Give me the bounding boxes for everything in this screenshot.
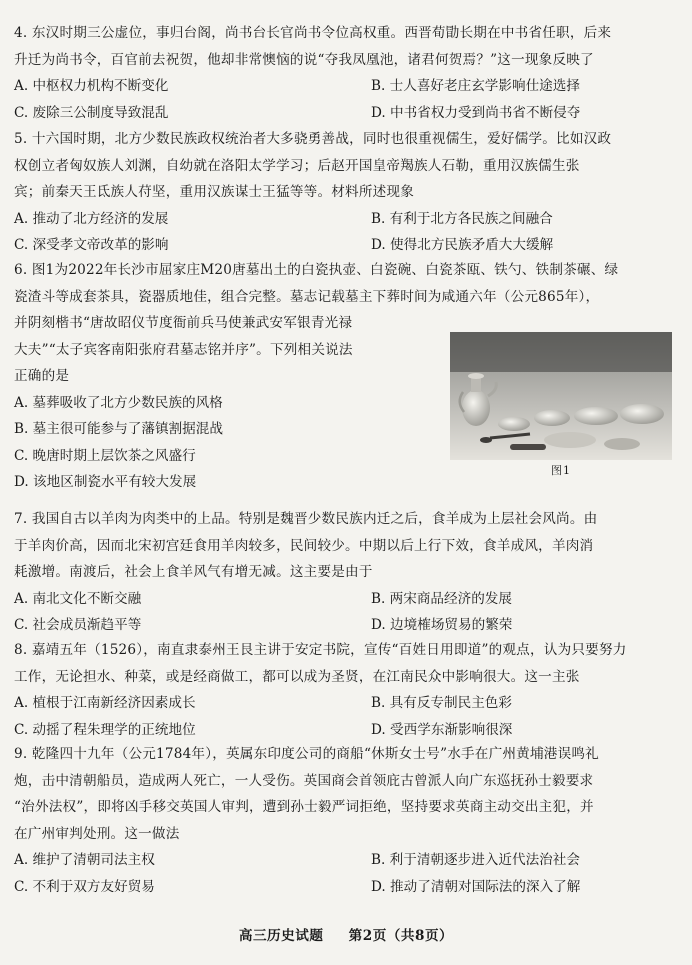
- options: [14, 73, 678, 126]
- option-d: D. 使得北方民族矛盾大大缓解: [371, 237, 554, 253]
- stem-line: 4. 东汉时期三公虚位，事归台阁，尚书台长官尚书令位高权重。西晋荀勖长期在中书省任职，后来: [14, 25, 612, 41]
- figure-caption: 图1: [551, 464, 571, 477]
- option-c: C. 晚唐时期上层饮茶之风盛行: [14, 447, 196, 464]
- option-d: D. 该地区制瓷水平有较大发展: [14, 474, 197, 490]
- option-d: D. 中书省权力受到尚书省不断侵夺: [371, 104, 581, 121]
- stem-line: 6. 图1为2022年长沙市屈家庄M20唐墓出土的白瓷执壶、白瓷碗、白瓷茶瓯、铁勺、铁制茶碾、绿: [14, 262, 619, 278]
- option-c: C. 社会成员渐趋平等: [14, 617, 142, 633]
- stem-line: 于羊肉价高，因而北宋初宫廷食用羊肉较多，民间较少。中期以后上行下效，食羊成风，羊肉消: [14, 537, 594, 554]
- option-c: C. 不利于双方友好贸易: [14, 878, 155, 895]
- question-stem: [14, 20, 678, 73]
- stem-line: 9. 乾隆四十九年（公元1784年），英属东印度公司的商船“休斯女士号”水手在广州黄埔港误鸣礼: [14, 746, 599, 762]
- stem-line: 耗激增。南渡后，社会上食羊风气有增无减。这主要是由于: [14, 564, 373, 580]
- stem-line: 宾；前秦天王氐族人苻坚，重用汉族谋士王猛等等。材料所述现象: [14, 184, 415, 200]
- option-a: A. 南北文化不断交融: [14, 590, 142, 607]
- option-c: C. 深受孝文帝改革的影响: [14, 237, 169, 253]
- option-a: A. 中枢权力机构不断变化: [14, 78, 169, 94]
- option-b: B. 具有反专制民主色彩: [371, 695, 512, 711]
- options: [14, 690, 678, 743]
- question-5: [14, 126, 678, 259]
- tea-set-illustration: [450, 332, 672, 460]
- stem-line: 正确的是: [14, 368, 70, 384]
- option-b: B. 士人喜好老庄玄学影响仕途选择: [371, 78, 580, 94]
- option-a: A. 墓葬吸收了北方少数民族的风格: [14, 394, 223, 411]
- question-8: [14, 637, 678, 743]
- figure-1: [450, 332, 672, 478]
- page-footer: [0, 924, 692, 944]
- stem-line: 7. 我国自古以羊肉为肉类中的上品。特别是魏晋少数民族内迁之后，食羊成为上层社会风尚。由: [14, 511, 598, 527]
- stem-line: 并阴刻楷书“唐故昭仪节度衙前兵马使兼武安军银青光禄: [14, 315, 353, 331]
- exam-title: 高三历史试题: [238, 928, 324, 944]
- page-number: 第2页（共8页）: [348, 928, 454, 944]
- options: [14, 847, 678, 900]
- question-stem: [14, 126, 678, 206]
- stem-line: 在广州审判处刑。这一做法: [14, 825, 180, 842]
- question-7: [14, 506, 678, 639]
- stem-line: 权创立者匈奴族人刘渊，自幼就在洛阳太学学习；后赵开国皇帝羯族人石勒，重用汉族儒生张: [14, 157, 580, 174]
- option-c: C. 废除三公制度导致混乱: [14, 104, 169, 121]
- question-stem: [14, 506, 678, 586]
- stem-line: 炮，击中清朝船员，造成两人死亡，一人受伤。英国商会首领庇古曾派人向广东巡抚孙士毅要求: [14, 772, 594, 789]
- stem-line: 大夫”“太子宾客南阳张府君墓志铭并序”。下列相关说法: [14, 341, 353, 358]
- stem-line: 8. 嘉靖五年（1526），南直隶泰州王艮主讲于安定书院，宣传“百姓日用即道”的观点，认为只要努力: [14, 642, 627, 658]
- question-stem: [14, 741, 678, 847]
- options: [14, 586, 678, 639]
- tea-set-photo: [450, 332, 672, 460]
- stem-line: 5. 十六国时期，北方少数民族政权统治者大多骁勇善战，同时也很重视儒生，爱好儒学。比如汉政: [14, 131, 612, 147]
- option-a: A. 推动了北方经济的发展: [14, 210, 169, 227]
- option-c: C. 动摇了程朱理学的正统地位: [14, 721, 196, 738]
- option-d: D. 受西学东渐影响很深: [371, 721, 513, 738]
- option-b: B. 墓主很可能参与了藩镇割据混战: [14, 421, 223, 437]
- option-b: B. 两宋商品经济的发展: [371, 590, 512, 607]
- option-b: B. 利于清朝逐步进入近代法治社会: [371, 852, 580, 868]
- question-9: [14, 741, 678, 900]
- options: [14, 206, 678, 259]
- stem-line: “治外法权”，即将凶手移交英国人审判，遭到孙士毅严词拒绝，坚持要求英商主动交出主犯，并: [14, 799, 594, 815]
- stem-line: 升迁为尚书令，百官前去祝贺，他却非常懊恼的说“夺我凤凰池，诸君何贺焉？”这一现象反映了: [14, 51, 594, 68]
- stem-line: 瓷渣斗等成套茶具，瓷器质地佳，组合完整。墓志记载墓主下葬时间为咸通六年（公元865年），: [14, 288, 600, 305]
- question-stem: [14, 637, 678, 690]
- option-a: A. 植根于江南新经济因素成长: [14, 695, 196, 711]
- option-a: A. 维护了清朝司法主权: [14, 852, 155, 868]
- option-b: B. 有利于北方各民族之间融合: [371, 210, 553, 227]
- option-d: D. 推动了清朝对国际法的深入了解: [371, 878, 581, 895]
- option-d: D. 边境榷场贸易的繁荣: [371, 617, 513, 633]
- question-4: [14, 20, 678, 126]
- stem-line: 工作，无论担水、种菜，或是经商做工，都可以成为圣贤，在江南民众中影响很大。这一主张: [14, 668, 580, 685]
